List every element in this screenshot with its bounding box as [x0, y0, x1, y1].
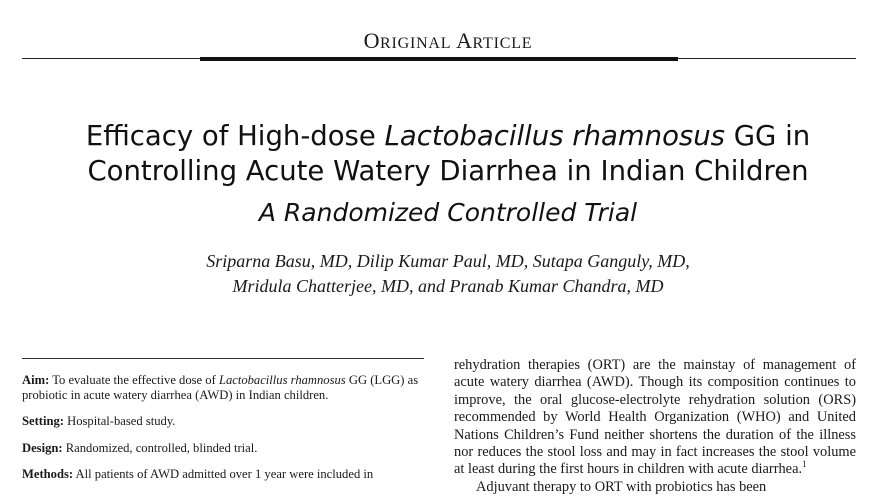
title-line-1: Efficacy of High-dose Lactobacillus rhamnosus GG in — [85, 120, 811, 152]
abstract-design: Design: Randomized, controlled, blinded trial. — [22, 440, 258, 455]
abstract-setting: Setting: Hospital-based study. — [22, 414, 176, 428]
authors-line-1: Sriparna Basu, MD, Dilip Kumar Paul, MD, Sutapa Ganguly, MD, — [206, 251, 690, 271]
title-line-2: Controlling Acute Watery Diarrhea in Indian Children — [87, 155, 809, 187]
authors-line-2: Mridula Chatterjee, MD, and Pranab Kumar Chandra, MD — [232, 276, 664, 296]
article-type-label: ORIGINAL ARTICLE — [363, 28, 533, 53]
abstract — [22, 373, 424, 494]
abstract-aim: Aim: To evaluate the effective dose of Lactobacillus rhamnosus GG (LGG) as probiotic in acute watery diarrhea (AWD) in Indian children. — [22, 373, 419, 402]
abstract-rule — [22, 358, 424, 359]
body-paragraph: rehydration therapies (ORT) are the mainstay of management of acute watery diarrhea (AWD). Though its composition continues to improve, the oral glucose-electrolyte rehydration solution (ORS) recommended by World Health Organization (WHO) and United Nations Children’s Fund neither shortens the duration of the illness nor reduces the stool loss and may in fact increases the stool volume at least during the first hours in children with acute diarrhea.$^1$ — [454, 357, 856, 478]
abstract-methods: Methods: All patients of AWD admitted over 1 year were included in — [22, 467, 374, 481]
article-subtitle: A Randomized Controlled Trial — [258, 198, 638, 227]
body-text — [454, 357, 856, 496]
header-rule-accent — [200, 57, 678, 61]
article-title — [0, 119, 896, 189]
reference-marker: 1 — [802, 459, 807, 470]
author-list — [0, 249, 896, 299]
body-next-line: Adjuvant therapy to ORT with probiotics has been — [476, 478, 767, 495]
